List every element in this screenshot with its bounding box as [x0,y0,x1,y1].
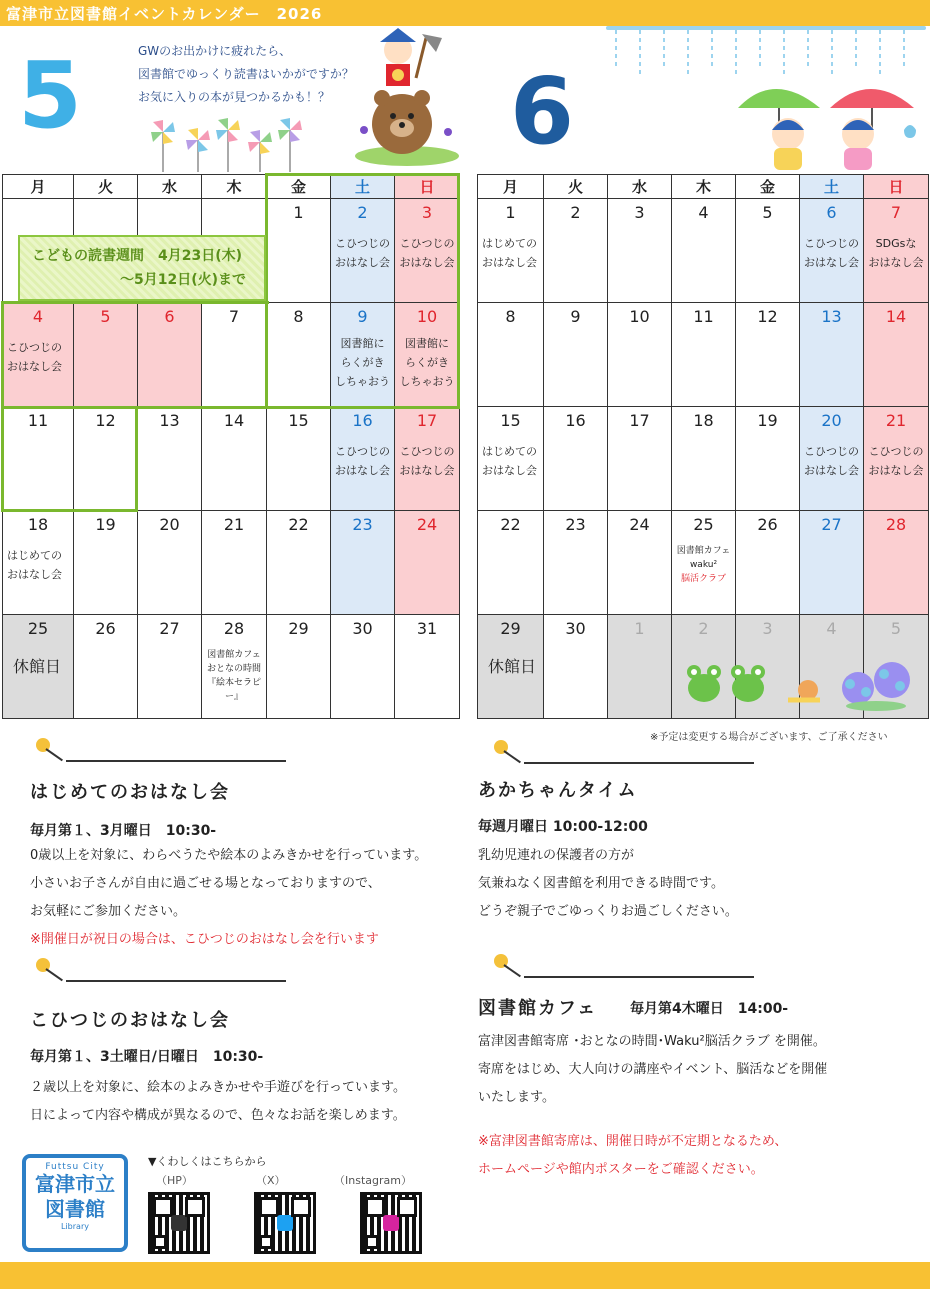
day-number: 27 [821,515,842,534]
calendar-day [478,303,544,407]
bottom-bar [0,1262,930,1289]
calendar-day [138,303,202,407]
body-line: 寄席をはじめ、大人向けの講座やイベント、脳活などを開催 [478,1062,828,1077]
calendar-day [138,407,202,511]
calendar-day [395,407,460,511]
warning-line: ※開催日が祝日の場合は、こひつじのおはなし会を行います [30,932,379,947]
day-number: 1 [505,203,516,222]
body-line: ２歳以上を対象に、絵本のよみきかせや手遊びを行っています。 [30,1080,406,1095]
calendar-day [3,303,74,407]
weekday-mon: 月 [478,175,544,199]
calendar-day [608,199,672,303]
section-title-akachan: あかちゃんタイム [478,780,638,801]
section-body-cafe [478,1028,827,1112]
qr-code-instagram[interactable] [360,1192,422,1254]
day-number: 27 [159,619,180,638]
event-label: はじめての おはなし会 [482,445,537,477]
calendar-day [74,511,138,615]
calendar-day-next-month [608,615,672,719]
event-label: こひつじの おはなし会 [868,445,924,477]
day-number: 29 [288,619,309,638]
day-number: 30 [352,619,373,638]
body-line: 乳幼児連れの保護者の方が [478,848,635,863]
day-number: 12 [95,411,116,430]
day-number: 13 [821,307,842,326]
calendar-day [478,407,544,511]
body-line: どうぞ親子でごゆっくりお過ごしください。 [478,904,738,919]
day-number: 9 [570,307,581,326]
june-month-numeral: 6 [510,58,575,165]
qr-label-x: （X） [256,1174,286,1187]
event-label: 図書館カフェ waku² 脳活クラブ [676,546,731,584]
calendar-day [202,407,267,511]
day-number: 5 [762,203,773,222]
section-body-kohitsuji [30,1074,406,1130]
day-number: 12 [757,307,778,326]
weekday-wed: 水 [608,175,672,199]
weekday-thu: 木 [672,175,736,199]
day-number: 3 [634,203,645,222]
calendar-day [3,615,74,719]
qr-label-instagram: （Instagram） [334,1174,412,1187]
day-number: 18 [27,515,49,534]
section-schedule-kohitsuji: 毎月第１、3土曜日/日曜日 10:30- [30,1049,264,1065]
calendar-day [544,303,608,407]
calendar-day [3,407,74,511]
top-bar [0,0,930,26]
june-calendar [477,174,929,719]
body-line: 日によって内容や構成が異なるので、色々なお話を楽しめます。 [30,1108,406,1123]
day-number: 11 [693,307,714,326]
calendar-day [138,511,202,615]
event-label: はじめての おはなし会 [482,237,537,269]
calendar-day [800,303,864,407]
calendar-day [74,615,138,719]
weekday-sat: 土 [800,175,864,199]
day-number: 23 [565,515,586,534]
calendar-day [544,199,608,303]
day-number: 18 [693,411,714,430]
weekday-tue: 火 [74,175,138,199]
day-number: 7 [228,307,240,326]
day-number: 29 [500,619,521,638]
body-line: 気兼ねなく図書館を利用できる時間です。 [478,876,724,891]
section-body-hajimete [30,842,427,954]
calendar-day [138,615,202,719]
day-number: 3 [421,203,433,222]
reading-week-banner [18,235,266,301]
event-label: 図書館に らくがき しちゃおう [399,337,455,388]
event-label: こひつじの おはなし会 [335,237,390,269]
calendar-day [74,407,138,511]
day-number: 15 [288,411,309,430]
intro-line: お気に入りの本が見つかるかも！？ [138,90,331,104]
day-number: 4 [826,619,837,638]
day-number: 8 [505,307,516,326]
calendar-day [672,407,736,511]
day-number: 22 [500,515,521,534]
section-schedule-akachan: 毎週月曜日 10:00-12:00 [478,819,648,835]
children-umbrellas-illustration [734,76,920,172]
day-number: 10 [416,307,438,326]
event-label: 図書館に らくがき しちゃおう [335,337,390,388]
weekday-fri: 金 [736,175,800,199]
calendar-day [267,199,331,303]
calendar-day [608,407,672,511]
may-month-numeral: 5 [18,42,83,149]
weekday-sat: 土 [331,175,395,199]
calendar-day [267,511,331,615]
day-number: 16 [352,411,373,430]
day-number: 21 [885,411,907,430]
warning-line: ホームページや館内ポスターをご確認ください。 [478,1162,764,1177]
section-title-hajimete: はじめてのおはなし会 [30,782,230,803]
calendar-day [864,511,929,615]
day-number: 26 [757,515,778,534]
warning-line: ※富津図書館寄席は、開催日時が不定期となるため、 [478,1134,788,1149]
calendar-day [736,199,800,303]
day-number: 4 [698,203,709,222]
weekday-sun: 日 [864,175,929,199]
day-number: 14 [223,411,245,430]
body-line: 富津図書館寄席 ･おとなの時間･Waku²脳活クラブ を開催。 [478,1034,826,1049]
section-schedule-cafe: 毎月第4木曜日 14:00- [630,1001,789,1017]
body-line: いたします。 [478,1090,555,1105]
body-line: 0歳以上を対象に、わらべうたや絵本のよみきかせを行っています。 [30,848,428,863]
day-number: 19 [757,411,778,430]
calendar-day [800,199,864,303]
section-body-akachan [478,842,738,926]
calendar-day [800,407,864,511]
calendar-day [3,511,74,615]
calendar-day [672,199,736,303]
day-number: 19 [95,515,116,534]
calendar-day [331,407,395,511]
calendar-day [864,407,929,511]
raindrops-illustration [606,30,926,80]
day-number: 22 [288,515,309,534]
day-number: 21 [223,515,245,534]
day-number: 5 [100,307,111,326]
event-label: こひつじの おはなし会 [804,445,859,477]
calendar-day [331,199,395,303]
weekday-sun: 日 [395,175,460,199]
event-label: こひつじの おはなし会 [399,445,455,477]
weekday-wed: 水 [138,175,202,199]
event-label: SDGsな おはなし会 [868,237,924,269]
day-number: 26 [95,619,116,638]
calendar-day [672,511,736,615]
day-number: 2 [570,203,581,222]
qr-label-hp: （HP） [156,1174,193,1187]
calendar-day [736,407,800,511]
day-number: 17 [629,411,650,430]
day-number: 25 [27,619,49,638]
event-label: こひつじの おはなし会 [7,341,62,373]
qr-code-hp[interactable] [148,1192,210,1254]
section-title-cafe: 図書館カフェ [478,998,598,1019]
day-number: 1 [293,203,304,222]
day-number: 24 [416,515,438,534]
may-intro [138,40,354,109]
calendar-day [544,407,608,511]
day-number: 20 [821,411,842,430]
day-number: 10 [629,307,650,326]
calendar-day [478,511,544,615]
calendar-day [544,511,608,615]
section-schedule-hajimete: 毎月第１、3月曜日 10:30- [30,823,217,839]
calendar-day [672,303,736,407]
qr-code-x[interactable] [254,1192,316,1254]
page-title: 富津市立図書館イベントカレンダー 2026 [6,5,323,23]
body-line: お気軽にご参加ください。 [30,904,187,919]
calendar-day [864,303,929,407]
reading-week-line: こどもの読書週間 4月23日(木) [32,248,243,264]
intro-line: 図書館でゆっくり読書はいかがですか？ [138,67,354,81]
calendar-day [478,615,544,719]
schedule-change-note: ※予定は変更する場合がございます、ご了承ください [650,732,888,743]
day-number: 2 [357,203,368,222]
event-label: こひつじの おはなし会 [804,237,859,269]
day-number: 28 [223,619,245,638]
reading-week-line: ～5月12日(火)まで [120,272,247,288]
day-number: 6 [826,203,837,222]
calendar-day [202,511,267,615]
weekday-thu: 木 [202,175,267,199]
calendar-day [331,303,395,407]
day-number: 5 [890,619,902,638]
section-warning-cafe [478,1128,787,1184]
calendar-day [331,511,395,615]
day-number: 31 [416,619,438,638]
qr-heading: ▼くわしくはこちらから [148,1155,267,1168]
day-number: 15 [500,411,521,430]
day-number: 17 [416,411,438,430]
day-number: 30 [565,619,586,638]
calendar-day [800,511,864,615]
day-number: 7 [890,203,902,222]
calendar-day [267,303,331,407]
calendar-day [267,407,331,511]
weekday-fri: 金 [267,175,331,199]
day-number: 14 [885,307,907,326]
event-label: こひつじの おはなし会 [335,445,390,477]
body-line: 小さいお子さんが自由に過ごせる場となっておりますので、 [30,876,381,891]
calendar-day [395,615,460,719]
calendar-day [608,511,672,615]
library-logo: Futtsu City 富津市立 図書館 Library [22,1154,128,1252]
calendar-day [478,199,544,303]
day-number: 2 [698,619,709,638]
day-number: 11 [27,411,49,430]
event-label: 図書館カフェ おとなの時間 『絵本セラピー』 [206,650,261,702]
day-number: 24 [629,515,650,534]
calendar-day [331,615,395,719]
calendar-day [736,303,800,407]
calendar-day [202,303,267,407]
calendar-day [864,199,929,303]
day-number: 16 [565,411,586,430]
day-number: 20 [159,515,180,534]
weekday-tue: 火 [544,175,608,199]
day-number: 3 [762,619,773,638]
pinwheels-illustration [148,112,308,174]
calendar-day [544,615,608,719]
event-label: はじめての おはなし会 [7,549,62,581]
calendar-day [74,303,138,407]
calendar-day [395,199,460,303]
section-title-kohitsuji: こひつじのおはなし会 [30,1010,230,1031]
calendar-day [395,511,460,615]
kintaro-bear-illustration [352,28,462,168]
event-label: こひつじの おはなし会 [399,237,455,269]
weekday-mon: 月 [3,175,74,199]
calendar-day [202,615,267,719]
intro-line: GWのお出かけに疲れたら、 [138,44,292,58]
day-number: 4 [32,307,44,326]
calendar-day [736,511,800,615]
day-number: 13 [159,411,180,430]
day-number: 1 [634,619,645,638]
closed-label: 休館日 [13,657,62,676]
calendar-day [267,615,331,719]
day-number: 6 [164,307,175,326]
frogs-snail-hydrangea-illustration [680,650,920,712]
day-number: 25 [693,515,714,534]
day-number: 28 [885,515,907,534]
calendar-day [395,303,460,407]
closed-label: 休館日 [488,657,537,676]
day-number: 8 [293,307,304,326]
day-number: 9 [357,307,368,326]
day-number: 23 [352,515,373,534]
calendar-day [608,303,672,407]
